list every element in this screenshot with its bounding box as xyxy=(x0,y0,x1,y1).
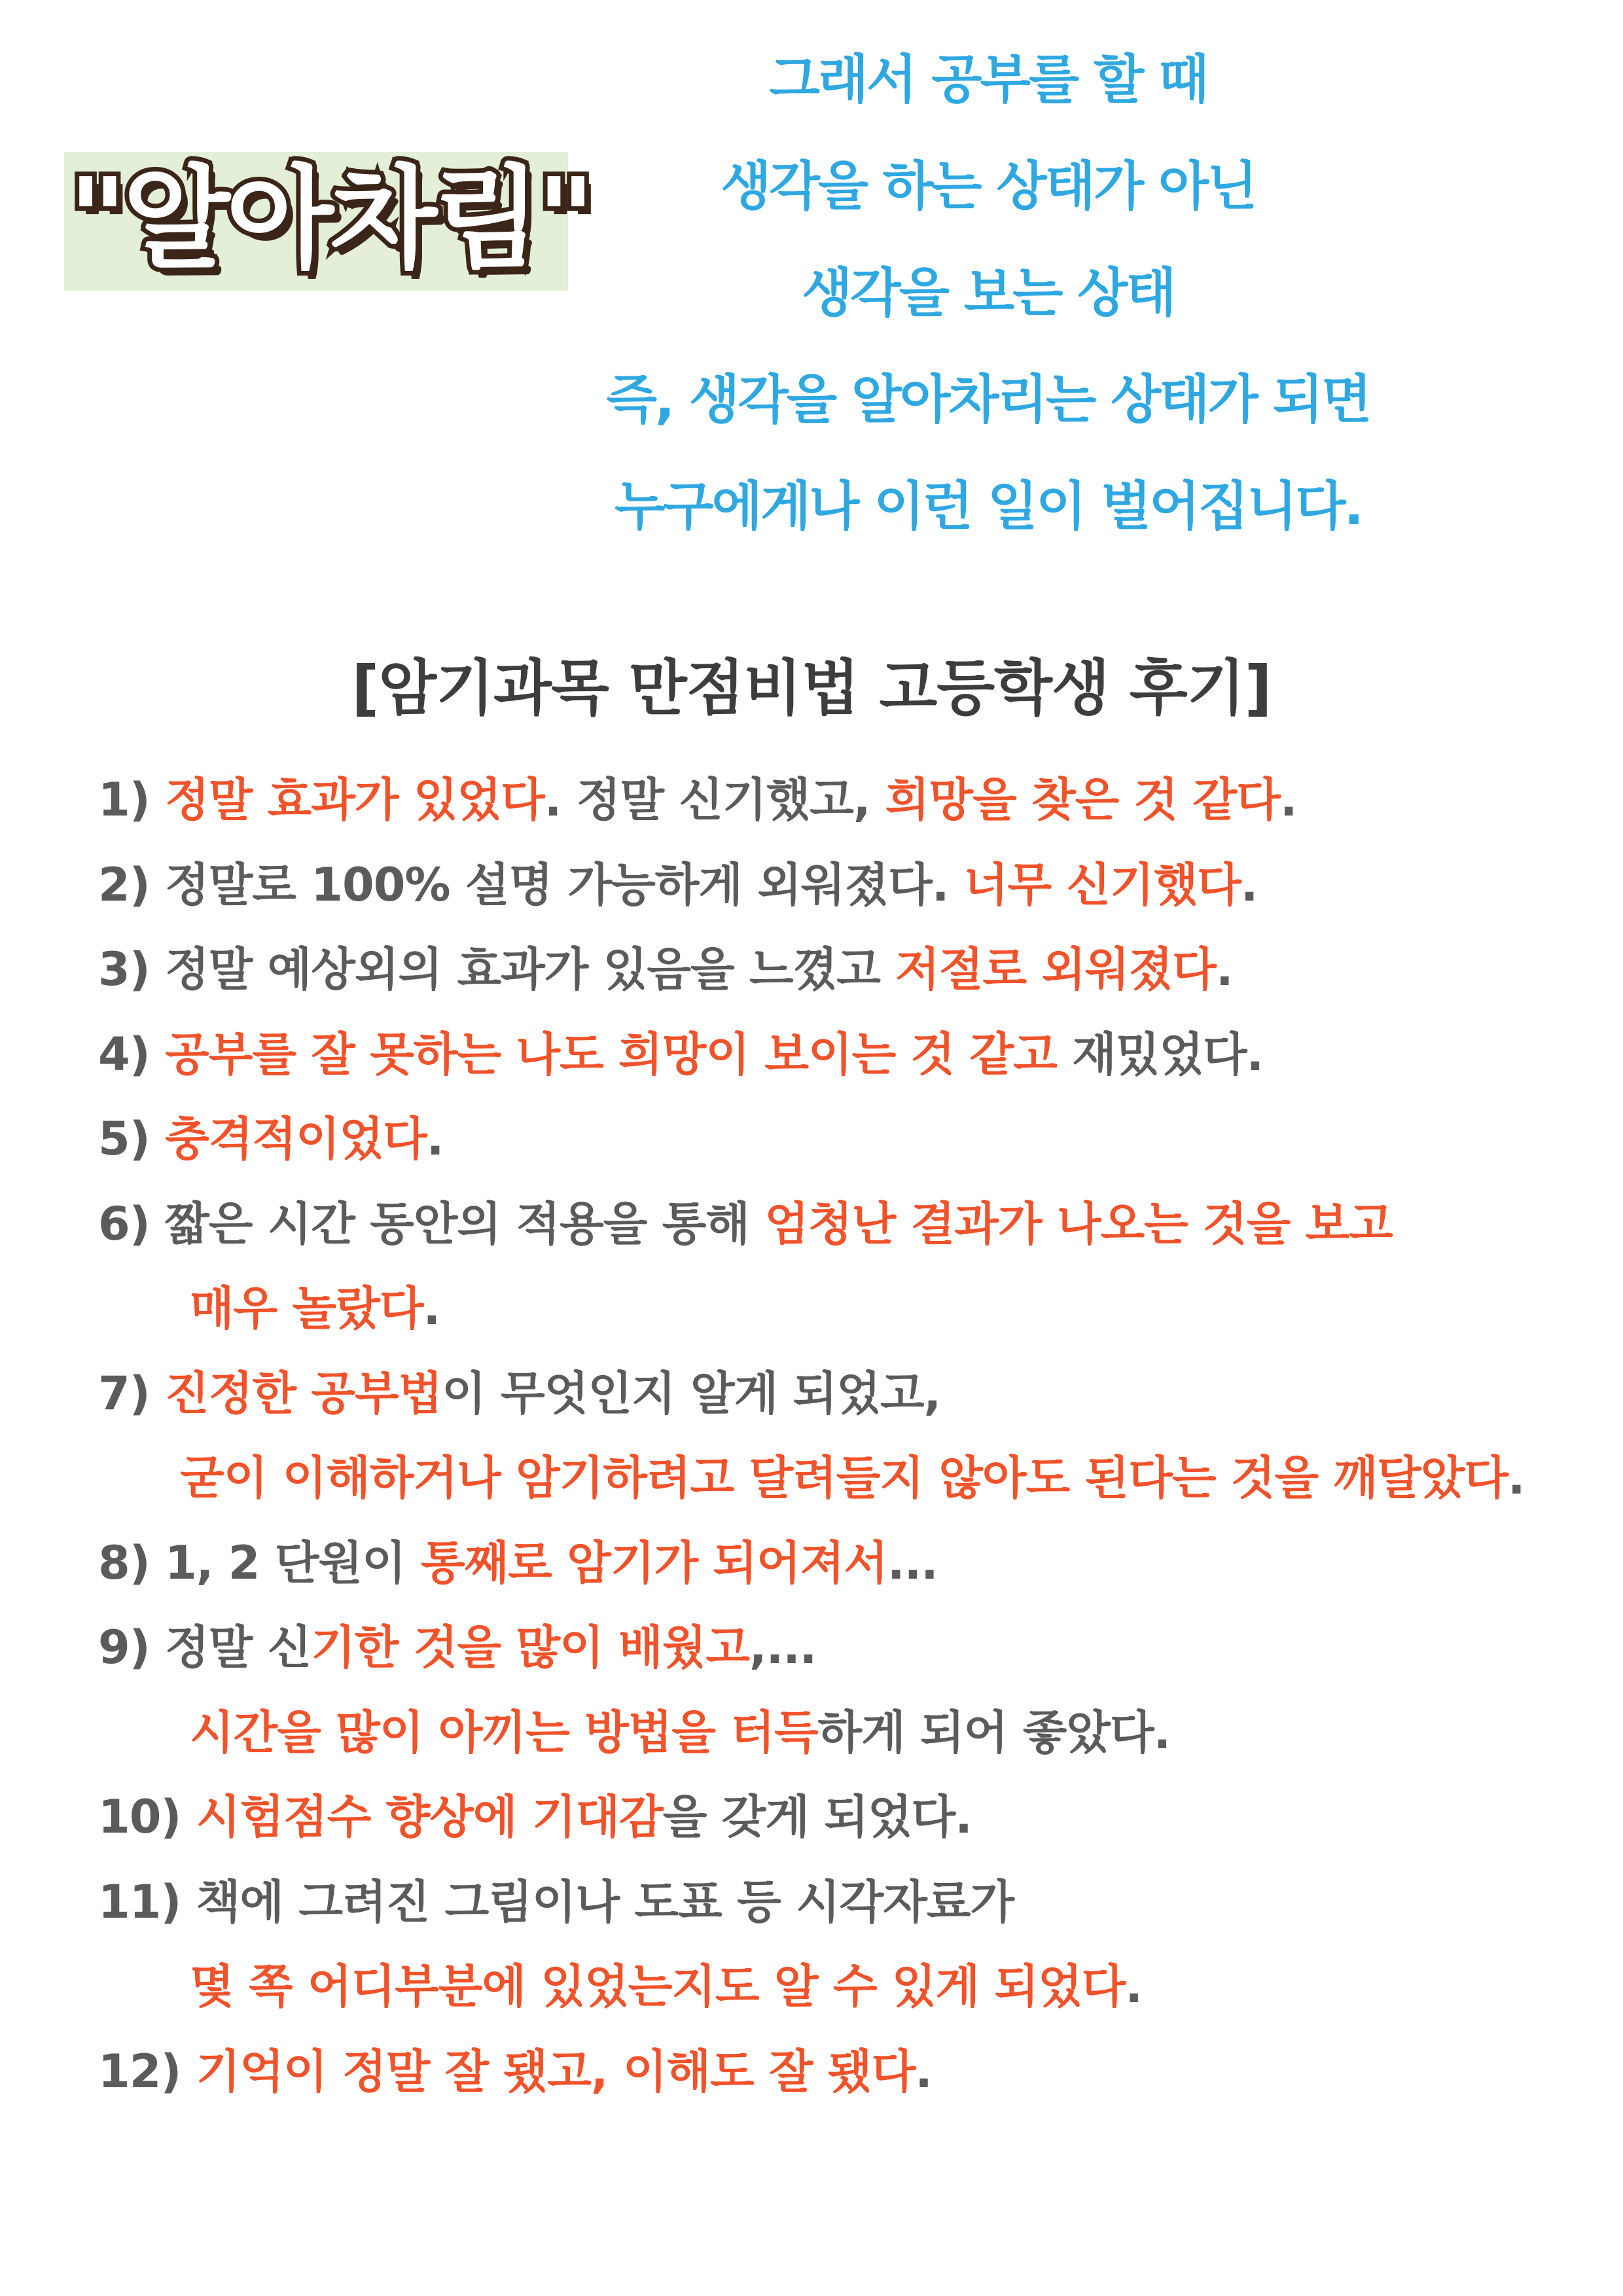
review-row xyxy=(98,758,1603,843)
review-text: 이 무엇인지 알게 되었고, xyxy=(442,1366,941,1420)
review-text: . xyxy=(423,1282,440,1335)
review-row xyxy=(98,1860,1603,1945)
review-text: 5) xyxy=(98,1112,166,1166)
reviews-heading: [암기과목 만점비법 고등학생 후기] xyxy=(351,653,1272,723)
review-text: . xyxy=(1215,942,1233,996)
review-text: . 정말 신기했고, xyxy=(544,773,885,827)
review-text: ... xyxy=(887,1535,938,1590)
review-highlight-text: 충격적이었다 xyxy=(165,1112,427,1166)
review-text: . xyxy=(915,2044,932,2098)
review-text: . xyxy=(1507,1451,1525,1505)
review-highlight-text: 엄청난 결과가 나오는 것을 보고 xyxy=(764,1196,1393,1251)
review-highlight-text: 매우 놀랐다 xyxy=(190,1282,423,1335)
review-highlight-text: 몇 쪽 어디부분에 있었는지도 알 수 있게 되었다 xyxy=(190,1960,1126,2013)
intro-text-block xyxy=(563,26,1414,560)
review-row xyxy=(98,1013,1603,1098)
review-highlight-text: 저절로 외워졌다 xyxy=(895,942,1216,996)
review-row xyxy=(98,1945,1603,2030)
review-row xyxy=(98,1521,1603,1606)
review-text: 4) xyxy=(98,1027,166,1081)
review-text: 3) 정말 예상외의 효과가 있음을 느꼈고 xyxy=(98,942,896,996)
review-highlight-text: 진정한 공부법 xyxy=(165,1366,442,1420)
review-text: 2) 정말로 100% 설명 가능하게 외워졌다. xyxy=(98,857,964,912)
review-row xyxy=(98,1775,1603,1860)
review-highlight-text: 시험점수 향상에 기대감 xyxy=(196,1790,663,1844)
review-row xyxy=(98,927,1603,1013)
review-text: . xyxy=(1240,857,1258,912)
review-row xyxy=(98,1266,1603,1352)
review-text: . xyxy=(426,1112,444,1166)
review-text: 12) xyxy=(98,2044,196,2098)
review-row xyxy=(98,2030,1603,2115)
review-text: 10) xyxy=(98,1790,196,1844)
review-text: 재밌었다. xyxy=(1056,1027,1264,1081)
review-highlight-text: 희망을 찾은 것 같다 xyxy=(885,773,1280,827)
review-text: 8) 1, 2 단원이 xyxy=(98,1535,421,1590)
review-text: . xyxy=(1279,773,1297,827)
review-highlight-text: 기한 것을 많이 배웠고 xyxy=(311,1621,750,1674)
review-text: 9) 정말 신 xyxy=(98,1621,312,1674)
review-list xyxy=(98,758,1603,2114)
review-text: 11) 책에 그려진 그림이나 도표 등 시각자료가 xyxy=(98,1874,1014,1929)
review-row xyxy=(98,1182,1603,1267)
review-highlight-text: 시간을 많이 아끼는 방법을 터득 xyxy=(190,1705,818,1759)
review-highlight-text: 통째로 암기가 되어져서 xyxy=(421,1535,887,1590)
review-row xyxy=(98,1691,1603,1776)
review-highlight-text: 기억이 정말 잘 됐고, 이해도 잘 됐다 xyxy=(196,2044,916,2098)
review-row xyxy=(98,1097,1603,1182)
intro-line: 그래서 공부를 할 때 xyxy=(769,49,1207,110)
review-text: 하게 되어 좋았다. xyxy=(817,1705,1171,1759)
intro-line: 생각을 하는 상태가 아닌 xyxy=(721,156,1256,217)
review-highlight-text: 정말 효과가 있었다 xyxy=(165,773,544,827)
review-row xyxy=(98,843,1603,928)
review-text: ,... xyxy=(749,1621,817,1674)
review-row xyxy=(98,1605,1603,1691)
review-text: 7) xyxy=(98,1366,166,1420)
logo-title: "알아차림" xyxy=(69,154,592,284)
intro-line: 누구에게나 이런 일이 벌어집니다. xyxy=(615,476,1362,537)
intro-line: 즉, 생각을 알아차리는 상태가 되면 xyxy=(606,369,1370,430)
review-text: . xyxy=(1125,1960,1142,2013)
review-highlight-text: 공부를 잘 못하는 나도 희망이 보이는 것 같고 xyxy=(165,1027,1057,1081)
review-row xyxy=(98,1352,1603,1437)
review-text: 6) 짧은 시간 동안의 적용을 통해 xyxy=(98,1196,765,1251)
review-row xyxy=(98,1436,1603,1521)
review-highlight-text: 너무 신기했다 xyxy=(963,857,1241,912)
intro-line: 생각을 보는 상태 xyxy=(802,262,1175,323)
review-text: 1) xyxy=(98,773,166,827)
review-highlight-text: 굳이 이해하거나 암기하려고 달려들지 않아도 된다는 것을 깨달았다 xyxy=(180,1451,1508,1505)
review-text: 을 갖게 되었다. xyxy=(662,1790,972,1844)
